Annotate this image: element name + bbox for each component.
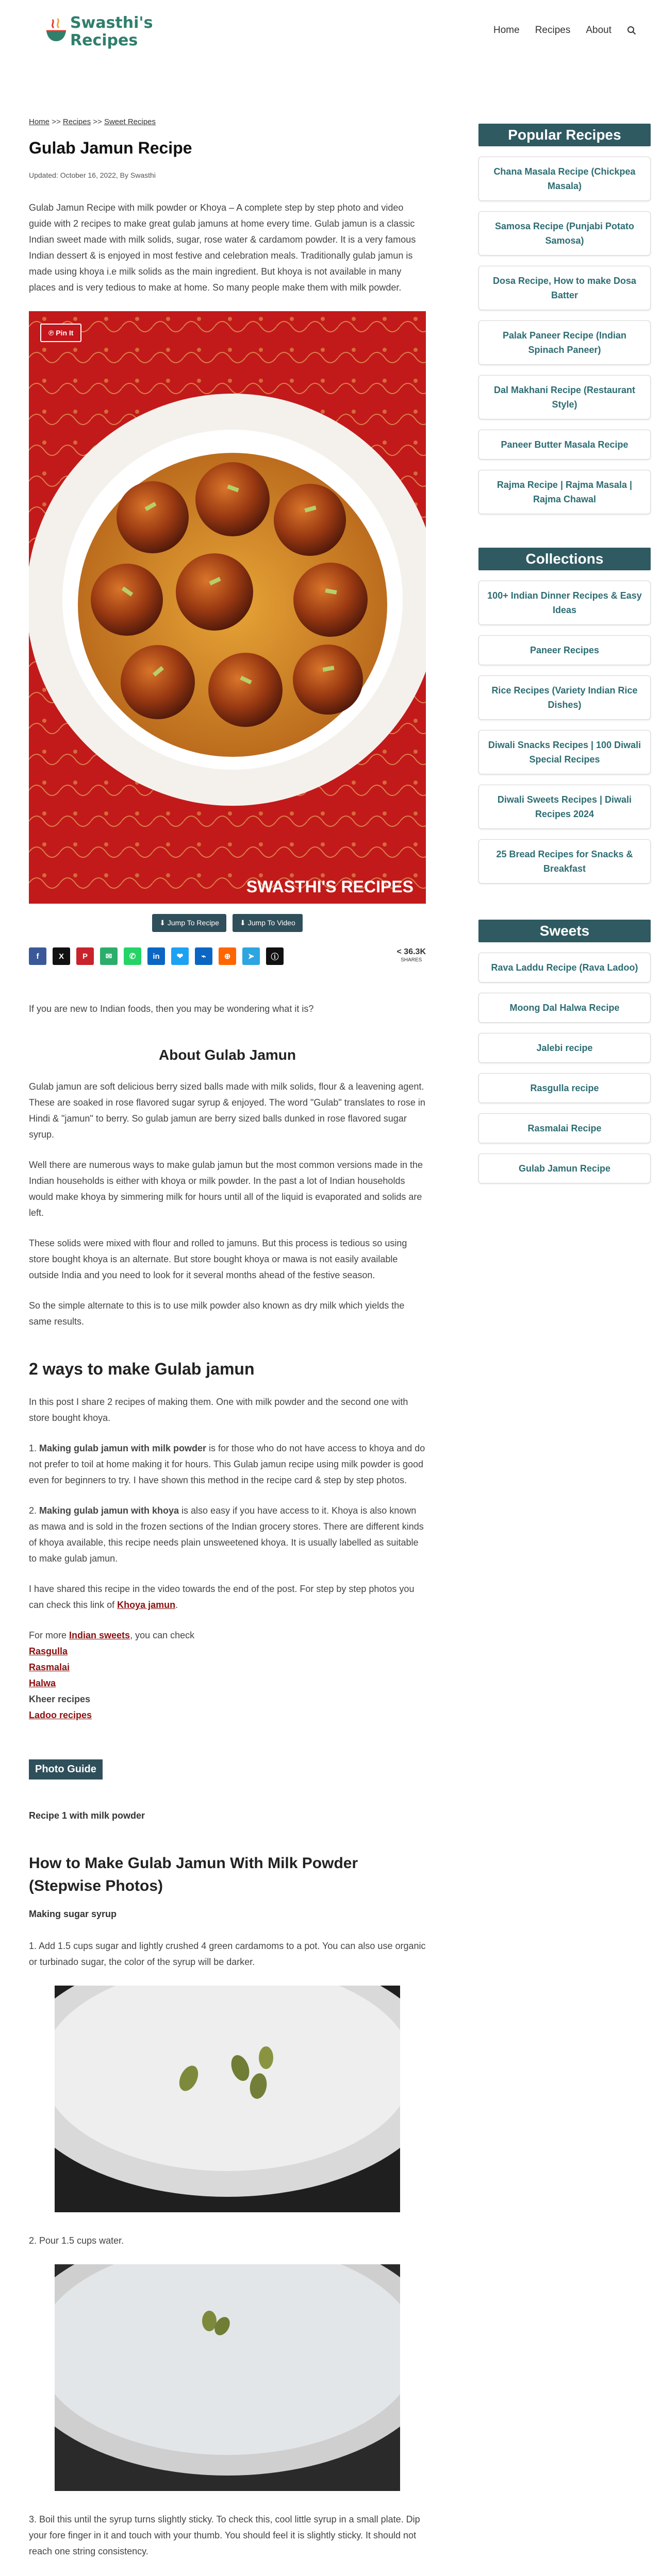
- popular-recipe-item[interactable]: Palak Paneer Recipe (Indian Spinach Paneer): [478, 320, 651, 365]
- breadcrumb-separator: >>: [93, 117, 102, 126]
- breadcrumb-home[interactable]: Home: [29, 117, 50, 126]
- site-logo[interactable]: [45, 11, 153, 53]
- khoya-jamun-link[interactable]: Khoya jamun: [117, 1600, 176, 1610]
- collection-item[interactable]: Paneer Recipes: [478, 635, 651, 665]
- about-paragraph-3: These solids were mixed with flour and rolled to jamuns. But this process is tedious so using store bought khoya is an alternate. But store bought khoya or mawa is not easily available outside India and you need to look for it several months ahead of the festive season.: [29, 1238, 407, 1280]
- about-paragraph-4: So the simple alternate to this is to use milk powder also known as dry milk which yields the same results.: [29, 1300, 405, 1327]
- step-1-text: 1. Add 1.5 cups sugar and lightly crushed 4 green cardamoms to a pot. You can also use organic or turbinado sugar, the color of the syrup will be darker.: [29, 1941, 426, 1967]
- way-1-text: is for those who do not have access to khoya and do not prefer to toil at home making it for hours. This Gulab jamun recipe using milk powder is good even for beginners to try. I have shown this method in the recipe card & step by step photos.: [29, 1443, 425, 1485]
- hero-image: [29, 311, 426, 904]
- popular-recipe-item[interactable]: Paneer Butter Masala Recipe: [478, 430, 651, 460]
- popular-recipe-item[interactable]: Dosa Recipe, How to make Dosa Batter: [478, 266, 651, 310]
- more-suffix: , you can check: [130, 1630, 195, 1640]
- breadcrumb-recipes[interactable]: Recipes: [62, 117, 91, 126]
- intro-paragraph: Gulab Jamun Recipe with milk powder or Khoya – A complete step by step photo and video guide with 2 recipes to make great gulab jamuns at home every time. Gulab jamun is a classic Indian sweet made with milk solids, sugar, rose water & cardamom powder. It is a very famous Indian dessert & is enjoyed in most festive and celebration meals. Traditionally gulab jamun is made using khoya i.e milk solids as the main ingredient. But khoya is not available in many places and is very tedious to make at home. So many people make them with milk powder.: [29, 202, 416, 293]
- more-sweets: [29, 1628, 426, 1723]
- pin-it-button[interactable]: [40, 324, 81, 342]
- popular-recipe-item[interactable]: Dal Makhani Recipe (Restaurant Style): [478, 375, 651, 419]
- hero-watermark: SWASTHI'S RECIPES: [246, 877, 413, 896]
- sweets-heading: Sweets: [478, 920, 651, 942]
- breadcrumb-sweet-recipes[interactable]: Sweet Recipes: [104, 117, 156, 126]
- share-button-10-icon[interactable]: ⓘ: [266, 947, 284, 965]
- kheer-recipes-text: Kheer recipes: [29, 1694, 91, 1704]
- share-count-value: 36.3K: [404, 947, 426, 956]
- sweet-recipe-item[interactable]: Rava Laddu Recipe (Rava Ladoo): [478, 953, 651, 982]
- share-icon: <: [396, 947, 404, 956]
- about-paragraph-2: Well there are numerous ways to make gulab jamun but the most common versions made in the Indian households is either with khoya or milk powder. In the past a lot of Indian households would make khoya by simmering milk for hours until all of the liquid is evaporated and solids are left.: [29, 1160, 423, 1218]
- breadcrumb-separator: >>: [52, 117, 61, 126]
- recipe-1-label: Recipe 1 with milk powder: [29, 1810, 145, 1821]
- nav-home[interactable]: Home: [493, 25, 520, 36]
- step-3b-text: [29, 2574, 426, 2576]
- collection-item[interactable]: 25 Bread Recipes for Snacks & Breakfast: [478, 839, 651, 884]
- nav-about[interactable]: About: [586, 25, 611, 36]
- arrow-down-icon: ⬇: [159, 919, 168, 927]
- way-2-paragraph: 2. Making gulab jamun with khoya is also easy if you have access to it. Khoya is also known as mawa and is sold in the frozen sections of the Indian grocery stores. There are different kinds of khoya available, this recipe needs plain unsweetened khoya. It is usually labelled as suitable to make gulab jamun.: [29, 1505, 424, 1564]
- sidebar-collections: [478, 548, 651, 884]
- about-paragraph-1: Gulab jamun are soft delicious berry sized balls made with milk solids, flour & a leavening agent. These are soaked in rose flavored sugar syrup & enjoyed. The word "Gulab" translates to rose in Hindi & "jamun" to berry. So gulab jamun are berry sized balls dunked in rose flavored sugar syrup.: [29, 1081, 425, 1140]
- jump-buttons: [29, 914, 426, 932]
- collections-list: [478, 581, 651, 884]
- updated-byline: Updated: October 16, 2022, By Swasthi: [29, 171, 156, 179]
- share-button-3-icon[interactable]: ✉: [100, 947, 118, 965]
- page-title: Gulab Jamun Recipe: [29, 139, 192, 157]
- collection-item[interactable]: 100+ Indian Dinner Recipes & Easy Ideas: [478, 581, 651, 625]
- share-button-8-icon[interactable]: ⊕: [219, 947, 236, 965]
- video-note-text: I have shared this recipe in the video towards the end of the post. For step by step photos you can check this link of: [29, 1584, 415, 1610]
- popular-recipe-item[interactable]: Chana Masala Recipe (Chickpea Masala): [478, 157, 651, 201]
- step-2-photo: [55, 2264, 400, 2491]
- jump-to-recipe-label: Jump To Recipe: [167, 919, 220, 927]
- share-count-label: SHARES: [401, 957, 422, 963]
- step-1-photo: [55, 1986, 400, 2212]
- video-note: I have shared this recipe in the video towards the end of the post. For step by step photos you can check this link of Khoya jamun.: [29, 1584, 415, 1610]
- step-3-text: 3. Boil this until the syrup turns slightly sticky. To check this, cool little syrup in a small plate. Dip your fore finger in it and touch with your thumb. You should feel it is slightly sticky. It should not reach one string consistency.: [29, 2514, 420, 2556]
- sweet-recipe-item[interactable]: Rasgulla recipe: [478, 1073, 651, 1103]
- how-to-heading: How to Make Gulab Jamun With Milk Powder (Stepwise Photos): [29, 1855, 358, 1894]
- step-2-text: 2. Pour 1.5 cups water.: [29, 2235, 124, 2246]
- popular-recipe-item[interactable]: Rajma Recipe | Rajma Masala | Rajma Chawal: [478, 470, 651, 514]
- main-nav: [493, 25, 636, 36]
- sidebar-popular: [478, 124, 651, 514]
- jump-to-recipe-button[interactable]: [152, 914, 226, 932]
- popular-heading: Popular Recipes: [478, 124, 651, 146]
- search-icon[interactable]: [627, 26, 636, 35]
- sugar-in-pot-photo: [55, 1986, 400, 2212]
- way-1-paragraph: 1. Making gulab jamun with milk powder is for those who do not have access to khoya and do not prefer to toil at home making it for hours. This Gulab jamun recipe using milk powder is good even for beginners to try. I have shown this method in the recipe card & step by step photos.: [29, 1443, 425, 1485]
- share-button-6-icon[interactable]: ❤: [171, 947, 189, 965]
- jump-to-video-button[interactable]: [233, 914, 303, 932]
- share-button-1-icon[interactable]: X: [53, 947, 70, 965]
- way-2-text: is also easy if you have access to it. Khoya is also known as mawa and is sold in the frozen sections of the Indian grocery stores. There are different kinds of khoya available, this recipe needs plain unsweetened khoya. It is usually labelled as suitable to make gulab jamun.: [29, 1505, 424, 1564]
- way-2-bold: Making gulab jamun with khoya: [39, 1505, 179, 1516]
- nav-recipes[interactable]: Recipes: [535, 25, 571, 36]
- share-button-5-icon[interactable]: in: [147, 947, 165, 965]
- share-button-7-icon[interactable]: ⌁: [195, 947, 212, 965]
- logo-line-1: Swasthi's: [70, 14, 153, 32]
- ways-heading: 2 ways to make Gulab jamun: [29, 1360, 255, 1378]
- collection-item[interactable]: Rice Recipes (Variety Indian Rice Dishes): [478, 675, 651, 720]
- water-in-pot-photo: [55, 2264, 400, 2491]
- rasgulla-link[interactable]: Rasgulla: [29, 1646, 68, 1656]
- collection-item[interactable]: Diwali Snacks Recipes | 100 Diwali Special Recipes: [478, 730, 651, 774]
- new-to-indian-text: If you are new to Indian foods, then you may be wondering what it is?: [29, 1004, 314, 1014]
- logo-line-2: Recipes: [70, 31, 138, 49]
- site-header: [0, 0, 662, 62]
- halwa-link[interactable]: Halwa: [29, 1678, 56, 1688]
- sweet-recipe-item[interactable]: Jalebi recipe: [478, 1033, 651, 1063]
- main-content: [29, 117, 426, 2576]
- sidebar-sweets: [478, 920, 651, 1183]
- share-button-0-icon[interactable]: f: [29, 947, 46, 965]
- sweet-recipe-item[interactable]: Rasmalai Recipe: [478, 1113, 651, 1143]
- gulab-jamun-photo: [29, 311, 426, 904]
- arrow-down-icon: ⬇: [240, 919, 248, 927]
- pinterest-icon: ℗: [48, 329, 56, 337]
- share-button-9-icon[interactable]: ➤: [242, 947, 260, 965]
- share-count: [397, 948, 426, 964]
- sweets-list: [478, 953, 651, 1183]
- sweet-recipe-item[interactable]: Moong Dal Halwa Recipe: [478, 993, 651, 1023]
- share-button-4-icon[interactable]: ✆: [124, 947, 141, 965]
- ways-intro: In this post I share 2 recipes of making them. One with milk powder and the second one with store bought khoya.: [29, 1397, 408, 1423]
- bowl-logo-icon: [45, 18, 67, 42]
- indian-sweets-link[interactable]: Indian sweets: [69, 1630, 130, 1640]
- sweet-recipe-item[interactable]: Gulab Jamun Recipe: [478, 1154, 651, 1183]
- more-prefix: For more: [29, 1630, 70, 1640]
- photo-guide-label: Photo Guide: [29, 1759, 103, 1780]
- more-sweets-line: [29, 1628, 426, 1643]
- breadcrumb: [29, 117, 426, 126]
- share-button-2-icon[interactable]: P: [76, 947, 94, 965]
- share-bar: [29, 947, 426, 965]
- popular-list: [478, 157, 651, 514]
- collection-item[interactable]: Diwali Sweets Recipes | Diwali Recipes 2024: [478, 785, 651, 829]
- collections-heading: Collections: [478, 548, 651, 570]
- popular-recipe-item[interactable]: Samosa Recipe (Punjabi Potato Samosa): [478, 211, 651, 256]
- logo-text: [70, 14, 153, 49]
- sugar-syrup-heading: Making sugar syrup: [29, 1909, 117, 1919]
- rasmalai-link[interactable]: Rasmalai: [29, 1662, 70, 1672]
- pin-it-label: Pin It: [56, 329, 74, 337]
- jump-to-video-label: Jump To Video: [247, 919, 295, 927]
- ladoo-recipes-link[interactable]: Ladoo recipes: [29, 1710, 92, 1720]
- way-1-bold: Making gulab jamun with milk powder: [39, 1443, 207, 1453]
- about-heading: About Gulab Jamun: [159, 1047, 296, 1063]
